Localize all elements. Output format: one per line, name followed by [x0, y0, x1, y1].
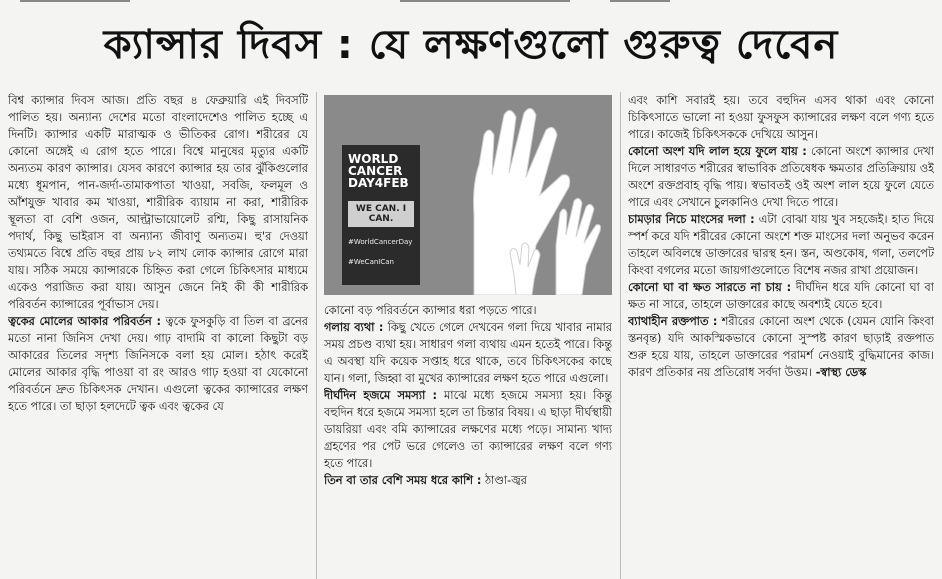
subhead-wound: কোনো ঘা বা ক্ষত সারতে না চায় : — [628, 281, 792, 294]
column-1 — [8, 92, 308, 579]
column-rule — [316, 92, 317, 579]
poster-world-text: WORLD — [348, 152, 399, 166]
world-cancer-day-poster — [342, 145, 420, 285]
text-lump: এটা বোঝা যায় খুব সহজেই। হাত দিয়ে স্পর্শ করে যদি শরীরের কোনো অংশে শক্ত মাংসের দলা অনুভব করেন তাহলে অবিলম্বে ডাক্তারের দ্বারস্থ হন। স্তন, অণ্ডকোষ, গলা, তলপেট কিংবা বগলের মতো জায়গাগুলোতে বিশেষ নজর রাখা প্রয়োজন। — [628, 213, 934, 277]
cropped-top-strip — [0, 0, 942, 6]
poster-hashtag-1: #WorldCancerDay — [348, 238, 413, 246]
paragraph-digestion — [324, 387, 612, 472]
paragraph-skin-mole — [8, 313, 308, 415]
poster-hashtag-2: #WeCanICan — [348, 258, 394, 266]
text-bleeding: শরীরের কোনো অংশ থেকে (যেমন যোনি কিংবা স্তনবৃন্ত) যদি আকস্মিকভাবে কোনো সুস্পষ্ট কারণ ছাড়াই রক্তপাত শুরু হয়ে যায়, তাহলে ডাক্তারের পরামর্শ নেওয়াই বুদ্ধিমানের কাজ। কারণ প্রতিকার নয় প্রতিরোধ সর্বদা উত্তম। — [628, 315, 934, 379]
paragraph-bleeding — [628, 313, 934, 381]
text-throat-pain: কিছু খেতে গেলে দেখবেন গলা দিয়ে খাবার নামার সময় প্রচণ্ড ব্যথা হয়। সাধারণ গলা ব্যথায় এমন হতেই পারে। কিন্তু এ অবস্থা যদি কয়েক সপ্তাহ ধরে থাকে, তবে চিকিৎসকের কাছে যান। গলা, জিহ্বা বা মুখের ক্যান্সারের লক্ষণ হতে পারে এগুলো। — [324, 321, 612, 385]
poster-date-text: DAY4FEB — [348, 176, 409, 190]
paragraph-lump — [628, 211, 934, 279]
intro-paragraph: বিশ্ব ক্যান্সার দিবস আজ। প্রতি বছর ৪ ফেব্রুয়ারি এই দিবসটি পালিত হয়। অন্যান্য দেশের মতো বাংলাদেশেও পালিত হচ্ছে এ দিনটি। ক্যান্সার একটি মারাত্মক ও ভীতিকর রোগ। শরীরের যে কোনো অঙ্গেই এ রোগ হতে পারে। বিশ্বে মানুষের মৃত্যুর একটি অন্যতম কারণ ক্যান্সার। যেসব কারণে ক্যান্সার হয় তার ঝুঁকিগুলোর মধ্যে ধূমপান, পান-জর্দা-তামাকপাতা খাওয়া, সবজি, ফলমূল ও আঁশযুক্ত খাবার কম খাওয়া, শারীরিক ব্যায়াম না করা, শারীরিক স্থূলতা বা বেশি ওজন, আল্ট্রাভায়োলেট রশ্মি, কিছু রাসায়নিক পদার্থ, কিছু ভাইরাস বা অন্যান্য জীবাণু অন্যতম। হু'র দেওয়া তথ্যমতে বিশ্বে প্রতি বছর প্রায় ৮২ লাখ লোক ক্যান্সার রোগে মারা যায়। সঠিক সময়ে ক্যান্সারকে চিহ্নিত করা গেলে চিকিৎসার মাধ্যমে একেও পরাজিত করা যায়। আসুন জেনে নিই কী কী শারীরিক পরিবর্তন ক্যান্সারের পূর্বাভাস দেয়। — [8, 94, 308, 311]
column-2 — [324, 302, 612, 579]
column-3 — [628, 92, 934, 579]
subhead-red-swelling: কোনো অংশ যদি লাল হয়ে ফুলে যায় : — [628, 145, 807, 158]
text-digestion: মাঝে মধ্যে হজমে সমস্যা হয়। কিন্তু বহুদিন ধরে হজমে সমস্যা হলে তা চিন্তার বিষয়। এ ছাড়া দীর্ঘস্থায়ী ডায়রিয়া এবং বমি ক্যান্সারের লক্ষণের মধ্যে পড়ে। সামান্য খাদ্য গ্রহণের পর পেট ভরে গেলেও তা ক্যান্সারের লক্ষণ বলে গণ্য হতে পারে। — [324, 389, 612, 470]
world-cancer-day-photo — [324, 95, 612, 295]
lead-text: কোনো বড় পরিবর্তনে ক্যান্সার ধরা পড়তে পারে। — [324, 304, 537, 317]
subhead-digestion: দীর্ঘদিন হজমে সমস্যা : — [324, 389, 438, 402]
poster-cancer-text: CANCER — [348, 164, 403, 178]
text-wound: দীর্ঘদিন ধরে যদি কোনো ঘা বা ক্ষত না সারে, তাহলে ডাক্তারের কাছে অবশ্যই যেতে হবে। — [628, 281, 934, 311]
text-red-swelling: কোনো অংশে ক্যান্সার দেখা দিলে সাধারণত শরীরের স্বাভাবিক প্রতিষেধক ক্ষমতার প্রতিক্রিয়ায় ওই অংশে রক্তপ্রবাহ বৃদ্ধি পায়। স্বভাবতই ওই অংশ লাল হয়ে ফুলে যেতে পারে এবং সেখানে চুলকানিও দেখা দিতে পারে। — [628, 145, 934, 209]
subhead-lump: চামড়ার নিচে মাংসের দলা : — [628, 213, 755, 226]
paragraph-red-swelling — [628, 143, 934, 211]
poster-slogan: WE CAN. I CAN. — [348, 201, 414, 227]
text-skin-mole: ত্বকে ফুসকুড়ি বা তিল বা ব্রনের মতো নানা জিনিস দেখা দেয়। গাঢ় বাদামি বা কালো কিছুটা বড় আকারের তিলের সদৃশ্য জিনিসকে বলা হয় মোল। হঠাৎ করেই মোলের আকার বৃদ্ধি পাওয়া বা রং আরও গাঢ় হওয়া বা যেকোনো পরিবর্তনে দ্রুত চিকিৎসক দেখান। এগুলো ত্বকের ক্যান্সারের লক্ষণ হতে পারে। তা ছাড়া হলদেটে ত্বক এবং ত্বকের যে — [8, 315, 308, 413]
byline: -স্বাস্থ্য ডেস্ক — [811, 366, 867, 379]
subhead-throat-pain: গলায় ব্যথা : — [324, 321, 384, 334]
subhead-skin-mole: ত্বকের মোলের আকার পরিবর্তন : — [8, 315, 161, 328]
paragraph-cough — [324, 472, 612, 489]
text-cough: ঠাণ্ডা-জ্বর — [481, 474, 527, 487]
lead-text: এবং কাশি সবারই হয়। তবে বহুদিন এসব থাকা এবং কোনো চিকিৎসাতে ভালো না হওয়া ফুসফুস ক্যান্সারের লক্ষণ বলে গণ্য হতে পারে। কাজেই চিকিৎসককে দেখিয়ে আসুন। — [628, 94, 934, 141]
headline: ক্যান্সার দিবস : যে লক্ষণগুলো গুরুত্ব দেবেন — [103, 22, 839, 68]
paragraph-throat-pain — [324, 319, 612, 387]
column-rule — [620, 92, 621, 579]
subhead-bleeding: ব্যাথাহীন রক্তপাত : — [628, 315, 718, 328]
subhead-cough: তিন বা তার বেশি সময় ধরে কাশি : — [324, 474, 482, 487]
paragraph-wound — [628, 279, 934, 313]
